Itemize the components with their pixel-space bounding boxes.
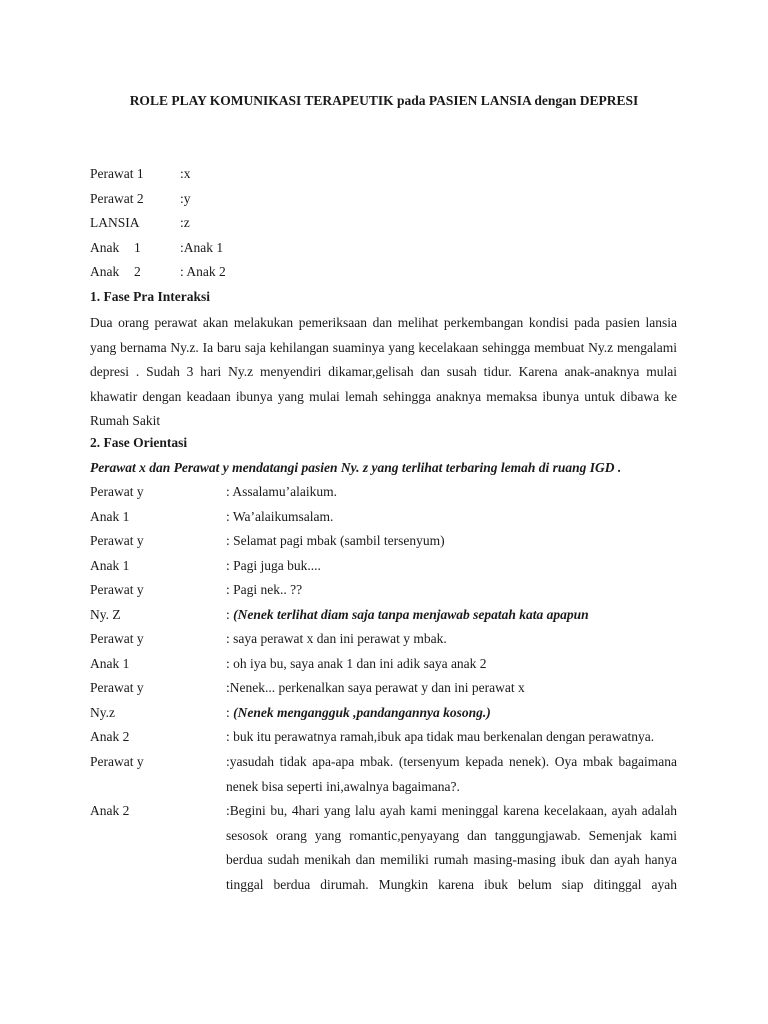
cast-role: Perawat 1 (90, 166, 144, 181)
speaker: Perawat y (90, 754, 144, 769)
speaker: Anak 2 (90, 729, 130, 744)
cast-value: :x (180, 166, 191, 181)
speaker: Anak 1 (90, 558, 130, 573)
document-title: ROLE PLAY KOMUNIKASI TERAPEUTIK pada PASIEN LANSIA dengan DEPRESI (129, 93, 639, 108)
speaker: Ny.z (90, 705, 115, 720)
speaker: Ny. Z (90, 607, 121, 622)
utterance: : Selamat pagi mbak (sambil tersenyum) (226, 533, 445, 548)
utterance-prefix: : (226, 607, 234, 622)
section-paragraph: Dua orang perawat akan melakukan pemeriksaan dan melihat perkembangan kondisi pada pasien lansia yang bernama Ny.z. Ia baru saja kehilangan suaminya yang kecelakaan sehingga membuat Ny.z mengalami depresi . Sudah 3 hari Ny.z menyendiri dikamar,gelisah dan susah tidur. Karena anak-anaknya mulai khawatir dengan keadaan ibunya yang mulai lemah sehingga anaknya memaksa ibunya untuk dibawa ke Rumah Sakit (90, 315, 677, 428)
utterance: :Begini bu, 4hari yang lalu ayah kami meninggal karena kecelakaan, ayah adalah sesosok orang yang romantic,penyayang dan tanggungjawab. Semenjak kami berdua sudah menikah dan memiliki rumah masing-masing ibuk dan ayah hanya tinggal berdua dirumah. Mungkin karena ibuk belum siap ditinggal ayah (226, 803, 677, 892)
cast-role: Perawat 2 (90, 191, 144, 206)
cast-value: : Anak 2 (180, 264, 226, 279)
cast-value: :Anak 1 (180, 240, 224, 255)
speaker: Perawat y (90, 582, 144, 597)
utterance-prefix: : (226, 705, 234, 720)
utterance: : Pagi nek.. ?? (226, 582, 303, 597)
cast-value: :z (180, 215, 190, 230)
speaker: Perawat y (90, 484, 144, 499)
speaker: Anak 1 (90, 656, 130, 671)
speaker: Anak 1 (90, 509, 130, 524)
cast-number: 1 (134, 240, 141, 255)
utterance: : saya perawat x dan ini perawat y mbak. (226, 631, 447, 646)
utterance: : buk itu perawatnya ramah,ibuk apa tidak mau berkenalan dengan perawatnya. (226, 729, 655, 744)
speaker: Perawat y (90, 533, 144, 548)
utterance: :Nenek... perkenalkan saya perawat y dan ini perawat x (226, 680, 525, 695)
utterance: : oh iya bu, saya anak 1 dan ini adik saya anak 2 (226, 656, 487, 671)
utterance: : Assalamu’alaikum. (226, 484, 337, 499)
scene-intro: Perawat x dan Perawat y mendatangi pasien Ny. z yang terlihat terbaring lemah di ruang IGD . (90, 460, 622, 475)
cast-number: 2 (134, 264, 141, 279)
cast-role: Anak (90, 240, 120, 255)
speaker: Perawat y (90, 631, 144, 646)
utterance (226, 605, 589, 625)
utterance (226, 703, 491, 723)
speaker: Perawat y (90, 680, 144, 695)
speaker: Anak 2 (90, 803, 130, 818)
utterance: : Wa’alaikumsalam. (226, 509, 334, 524)
cast-value: :y (180, 191, 191, 206)
section-heading: 1. Fase Pra Interaksi (90, 289, 210, 304)
stage-direction: (Nenek mengangguk ,pandangannya kosong.) (233, 705, 491, 720)
stage-direction: (Nenek terlihat diam saja tanpa menjawab sepatah kata apapun (233, 607, 589, 622)
cast-role: LANSIA (90, 215, 140, 230)
section-heading: 2. Fase Orientasi (90, 435, 188, 450)
utterance: :yasudah tidak apa-apa mbak. (tersenyum kepada nenek). Oya mbak bagaimana nenek bisa seperti ini,awalnya bagaimana?. (226, 754, 677, 794)
utterance: : Pagi juga buk.... (226, 558, 321, 573)
cast-role: Anak (90, 264, 120, 279)
